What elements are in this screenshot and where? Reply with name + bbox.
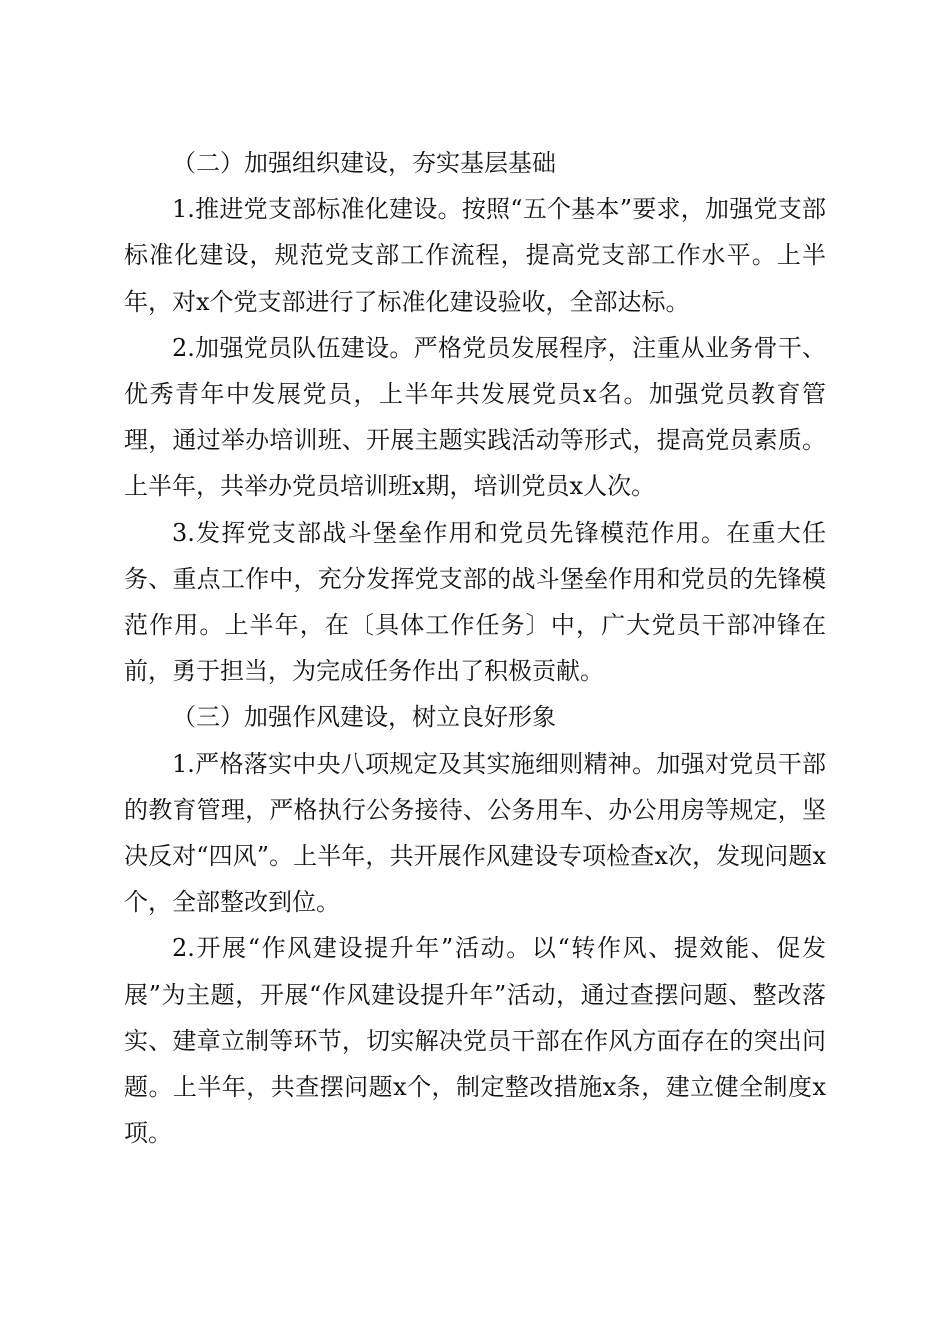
paragraph-vanguard-role: 3.发挥党支部战斗堡垒作用和党员先锋模范作用。在重大任务、重点工作中，充分发挥党支部的战斗堡垒作用和党员的先锋模范作用。上半年，在〔具体工作任务〕中，广大党员干部冲锋在前，勇于担当，为完成任务作出了积极贡献。 [124, 518, 826, 686]
paragraph-member-team-building: 2.加强党员队伍建设。严格党员发展程序，注重从业务骨干、优秀青年中发展党员，上半年共发展党员x名。加强党员教育管理，通过举办培训班、开展主题实践活动等形式，提高党员素质。上半年，共举办党员培训班x期，培训党员x人次。 [124, 333, 826, 501]
section-heading-organization: （二）加强组织建设，夯实基层基础 [172, 149, 556, 177]
paragraph-eight-regulations: 1.严格落实中央八项规定及其实施细则精神。加强对党员干部的教育管理，严格执行公务接待、公务用车、办公用房等规定，坚决反对“四风”。上半年，共开展作风建设专项检查x次，发现问题x个，全部整改到位。 [124, 749, 826, 917]
paragraph-branch-standardization: 1.推进党支部标准化建设。按照“五个基本”要求，加强党支部标准化建设，规范党支部工作流程，提高党支部工作水平。上半年，对x个党支部进行了标准化建设验收，全部达标。 [124, 195, 826, 316]
document-body [124, 140, 826, 1156]
paragraph-style-improvement-year: 2.开展“作风建设提升年”活动。以“转作风、提效能、促发展”为主题，开展“作风建设提升年”活动，通过查摆问题、整改落实、建章立制等环节，切实解决党员干部在作风方面存在的突出问题。上半年，共查摆问题x个，制定整改措施x条，建立健全制度x项。 [124, 934, 826, 1148]
section-heading-work-style: （三）加强作风建设，树立良好形象 [172, 703, 556, 732]
